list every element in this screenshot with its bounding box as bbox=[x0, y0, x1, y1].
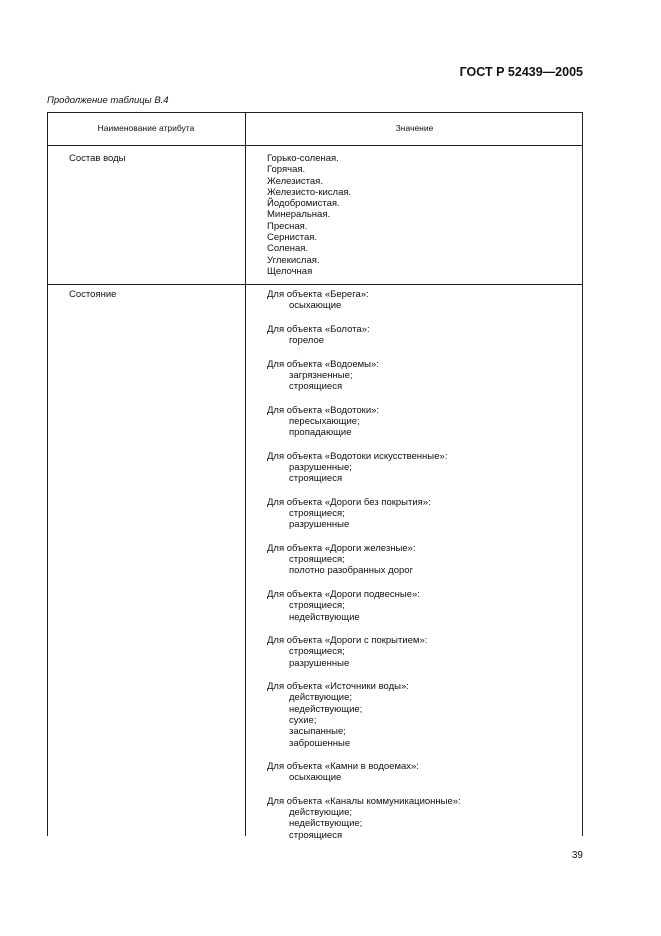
table-header-divider bbox=[47, 145, 583, 146]
state-group-item: полотно разобранных дорог bbox=[289, 565, 414, 577]
state-group-item: строящиеся; bbox=[289, 600, 345, 612]
page-number: 39 bbox=[571, 850, 583, 861]
state-group bbox=[267, 289, 461, 312]
state-group-title: Для объекта «Водоемы»: bbox=[267, 358, 379, 370]
state-group-item: заброшенные bbox=[289, 737, 351, 749]
state-group-title: Для объекта «Берега»: bbox=[267, 289, 369, 300]
state-group-item: недействующие; bbox=[289, 818, 363, 830]
state-group-item: разрушенные bbox=[289, 657, 350, 669]
state-group-item: осыхающие bbox=[289, 300, 342, 312]
row-values-water-composition bbox=[267, 153, 351, 277]
state-group bbox=[267, 761, 461, 784]
value-line: Йодобромистая. bbox=[267, 198, 340, 210]
state-group-item: засыпанные; bbox=[289, 726, 346, 738]
table-border-right bbox=[582, 112, 583, 836]
state-group bbox=[267, 359, 461, 393]
state-group-item: пропадающие bbox=[289, 427, 352, 439]
state-group-title: Для объекта «Источники воды»: bbox=[267, 681, 409, 693]
state-group bbox=[267, 497, 461, 531]
value-line: Углекислая. bbox=[267, 254, 320, 266]
state-group-title: Для объекта «Дороги подвесные»: bbox=[267, 588, 420, 600]
state-group-item: недействующие bbox=[289, 611, 360, 623]
row-values-state bbox=[267, 289, 461, 853]
state-group bbox=[267, 405, 461, 439]
state-group-title: Для объекта «Водотоки»: bbox=[267, 404, 380, 416]
state-group-item: строящиеся bbox=[289, 381, 343, 393]
state-group bbox=[267, 589, 461, 623]
state-group-item: действующие; bbox=[289, 692, 352, 704]
state-group-item: строящиеся bbox=[289, 473, 343, 485]
state-group-item: горелое bbox=[289, 335, 325, 347]
state-group-title: Для объекта «Камни в водоемах»: bbox=[267, 761, 419, 773]
state-group-item: действующие; bbox=[289, 807, 352, 819]
state-group-title: Для объекта «Водотоки искусственные»: bbox=[267, 450, 448, 462]
state-group-item: пересыхающие; bbox=[289, 415, 360, 427]
table-border-left bbox=[47, 112, 48, 836]
value-line: Железисто-кислая. bbox=[267, 186, 352, 198]
state-group-title: Для объекта «Дороги с покрытием»: bbox=[267, 635, 428, 647]
table-row-divider bbox=[47, 284, 583, 285]
value-line: Пресная. bbox=[267, 220, 308, 232]
column-header-attribute: Наименование атрибута bbox=[97, 123, 195, 133]
state-group-title: Для объекта «Болота»: bbox=[267, 323, 370, 335]
state-group bbox=[267, 543, 461, 577]
value-line: Сернистая. bbox=[267, 232, 318, 244]
state-group-item: строящиеся; bbox=[289, 646, 345, 658]
table-border-top bbox=[47, 112, 583, 113]
value-line: Горячая. bbox=[267, 164, 306, 176]
state-group-title: Для объекта «Дороги железные»: bbox=[267, 542, 416, 554]
column-header-value: Значение bbox=[395, 123, 434, 133]
value-line: Минеральная. bbox=[267, 209, 331, 221]
row-attribute-state: Состояние bbox=[69, 289, 117, 300]
state-group-item: разрушенные bbox=[289, 519, 350, 531]
state-group-title: Для объекта «Дороги без покрытия»: bbox=[267, 496, 431, 508]
state-group bbox=[267, 635, 461, 669]
attribute-table bbox=[47, 112, 583, 841]
state-group-item: строящиеся; bbox=[289, 554, 345, 566]
row-attribute-water-composition: Состав воды bbox=[69, 153, 126, 164]
state-group-item: осыхающие bbox=[289, 772, 342, 784]
state-group bbox=[267, 681, 461, 749]
value-line: Щелочная bbox=[267, 265, 313, 277]
state-group-item: загрязненные; bbox=[289, 369, 353, 381]
state-group-item: строящиеся; bbox=[289, 508, 345, 520]
state-group-item: недействующие; bbox=[289, 703, 363, 715]
table-column-divider bbox=[245, 112, 246, 836]
value-line: Железистая. bbox=[267, 175, 323, 187]
state-group bbox=[267, 451, 461, 485]
value-line: Соленая. bbox=[267, 243, 309, 255]
state-group bbox=[267, 324, 461, 347]
state-group-item: строящиеся bbox=[289, 829, 343, 841]
value-line: Горько-соленая. bbox=[267, 153, 339, 164]
state-group-title: Для объекта «Каналы коммуникационные»: bbox=[267, 795, 461, 807]
state-group-item: сухие; bbox=[289, 715, 317, 726]
table-caption: Продолжение таблицы В.4 bbox=[47, 95, 169, 106]
document-code: ГОСТ Р 52439—2005 bbox=[459, 65, 583, 79]
state-group bbox=[267, 796, 461, 841]
state-group-item: разрушенные; bbox=[289, 462, 352, 474]
